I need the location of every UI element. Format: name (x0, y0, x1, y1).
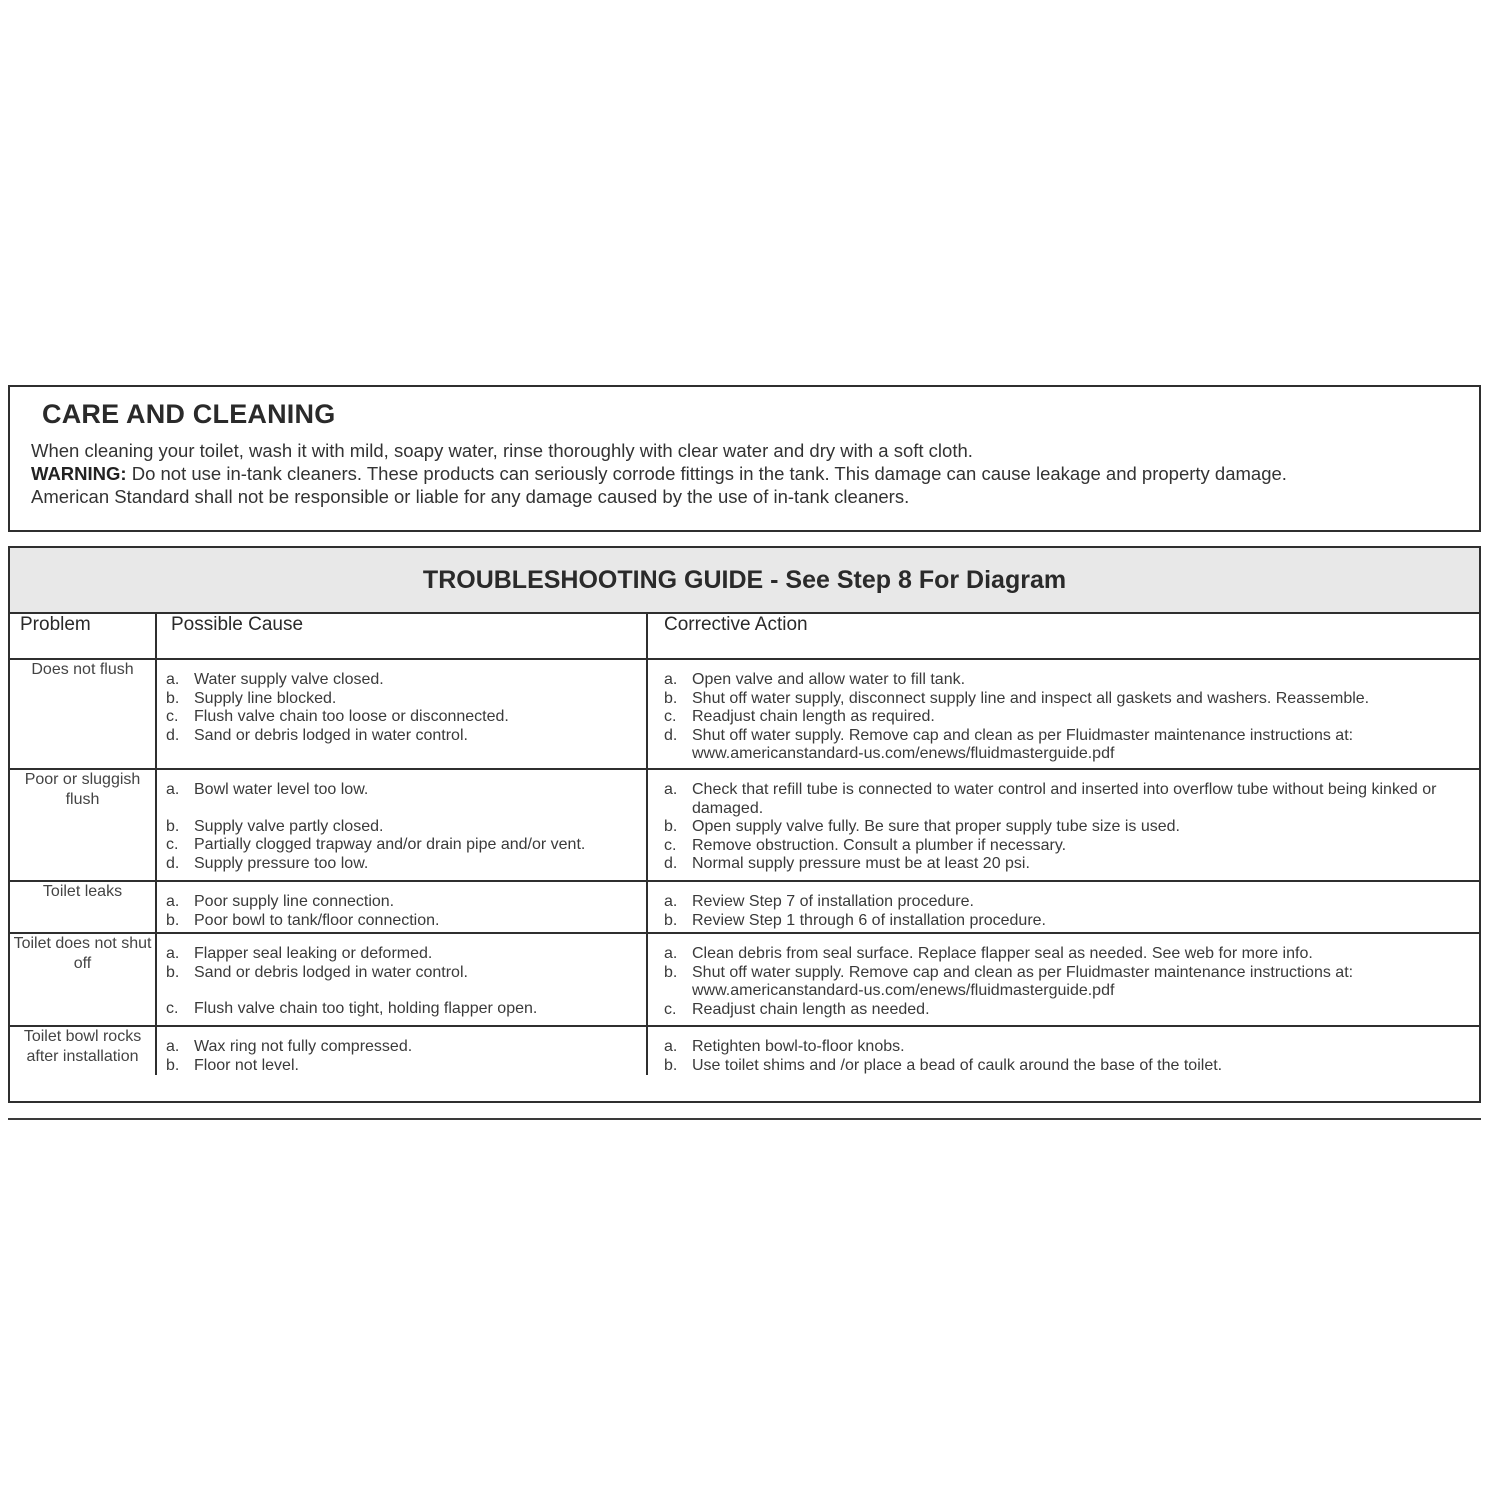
list-item: c. Partially clogged trapway and/or drain pipe and/or vent. (166, 836, 586, 853)
list-item: b. Supply valve partly closed. (166, 817, 384, 835)
troubleshooting-table (10, 614, 1479, 1075)
list-item: b. Supply line blocked. (166, 689, 337, 707)
header-cause: Possible Cause (156, 614, 647, 659)
table-row (10, 881, 1479, 933)
care-title: CARE AND CLEANING (42, 399, 336, 429)
list-item: a. Clean debris from seal surface. Replace flapper seal as needed. See web for more info. (664, 945, 1313, 962)
list-item: b. Sand or debris lodged in water control. (166, 963, 468, 981)
table-row (10, 933, 1479, 1026)
list-item: b. Open supply valve fully. Be sure that proper supply tube size is used. (664, 818, 1180, 835)
troubleshooting-guide (8, 546, 1481, 1103)
action-cell (647, 1026, 1479, 1075)
list-item: a. Water supply valve closed. (166, 671, 384, 688)
list-item: a. Review Step 7 of installation procedure. (664, 893, 974, 910)
table-row (10, 1026, 1479, 1075)
list-item: c. Readjust chain length as required. (664, 708, 935, 725)
problem-cell: Toilet leaks (10, 881, 156, 933)
list-item: a. Retighten bowl-to-floor knobs. (664, 1038, 905, 1055)
list-item: c. Readjust chain length as needed. (664, 1000, 930, 1018)
list-item: b. Shut off water supply. Remove cap and clean as per Fluidmaster maintenance instructions at: www.americanstandard-us.com/enews/fluidmasterguide.pdf (664, 963, 1354, 999)
list-item: d. Normal supply pressure must be at least 20 psi. (664, 855, 1030, 872)
list-item: d. Sand or debris lodged in water control. (166, 726, 468, 744)
list-item: a. Bowl water level too low. (166, 781, 369, 798)
list-item: a. Check that refill tube is connected to water control and inserted into overflow tube without being kinked or damaged. (664, 781, 1437, 817)
care-line-1: When cleaning your toilet, wash it with mild, soapy water, rinse thoroughly with clear water and dry with a soft cloth. (31, 440, 973, 461)
cause-cell (156, 881, 647, 933)
problem-cell: Toilet does not shut off (10, 933, 156, 1026)
header-action: Corrective Action (647, 614, 1479, 659)
action-cell (647, 933, 1479, 1026)
list-item: b. Review Step 1 through 6 of installation procedure. (664, 911, 1046, 929)
action-cell (647, 659, 1479, 769)
cause-cell (156, 769, 647, 881)
list-item: b. Floor not level. (166, 1056, 299, 1074)
list-item: b. Poor bowl to tank/floor connection. (166, 911, 440, 929)
list-item: a. Wax ring not fully compressed. (166, 1038, 413, 1055)
table-row (10, 659, 1479, 769)
list-item: d. Shut off water supply. Remove cap and clean as per Fluidmaster maintenance instructions at: www.americanstandard-us.com/enews/fluidmasterguide.pdf (664, 726, 1354, 762)
problem-cell: Poor or sluggish flush (10, 769, 156, 881)
cause-cell (156, 1026, 647, 1075)
list-item: a. Poor supply line connection. (166, 893, 395, 910)
list-item: a. Open valve and allow water to fill tank. (664, 671, 966, 688)
care-warning-line (31, 462, 1459, 485)
list-item: c. Remove obstruction. Consult a plumber if necessary. (664, 836, 1067, 854)
table-header-row (10, 614, 1479, 659)
list-item: b. Use toilet shims and /or place a bead of caulk around the base of the toilet. (664, 1056, 1223, 1074)
care-and-cleaning-box (8, 385, 1481, 532)
list-item: a. Flapper seal leaking or deformed. (166, 945, 433, 962)
problem-cell: Does not flush (10, 659, 156, 769)
bottom-divider (8, 1118, 1481, 1120)
guide-title: TROUBLESHOOTING GUIDE - See Step 8 For Diagram (10, 548, 1479, 614)
warning-text: Do not use in-tank cleaners. These products can seriously corrode fittings in the tank. This damage can cause leakage and property damage. (126, 463, 1287, 484)
table-row (10, 769, 1479, 881)
list-item: c. Flush valve chain too loose or disconnected. (166, 708, 509, 725)
list-item: c. Flush valve chain too tight, holding flapper open. (166, 1000, 538, 1017)
care-line-3: American Standard shall not be responsible or liable for any damage caused by the use of in-tank cleaners. (31, 486, 910, 507)
action-cell (647, 769, 1479, 881)
cause-cell (156, 933, 647, 1026)
care-text (31, 439, 1459, 508)
list-item: d. Supply pressure too low. (166, 854, 369, 872)
cause-cell (156, 659, 647, 769)
list-item: b. Shut off water supply, disconnect supply line and inspect all gaskets and washers. Reassemble. (664, 689, 1370, 707)
action-cell (647, 881, 1479, 933)
header-problem: Problem (20, 614, 91, 635)
warning-label: WARNING: (31, 463, 127, 484)
problem-cell: Toilet bowl rocks after installation (10, 1026, 156, 1075)
